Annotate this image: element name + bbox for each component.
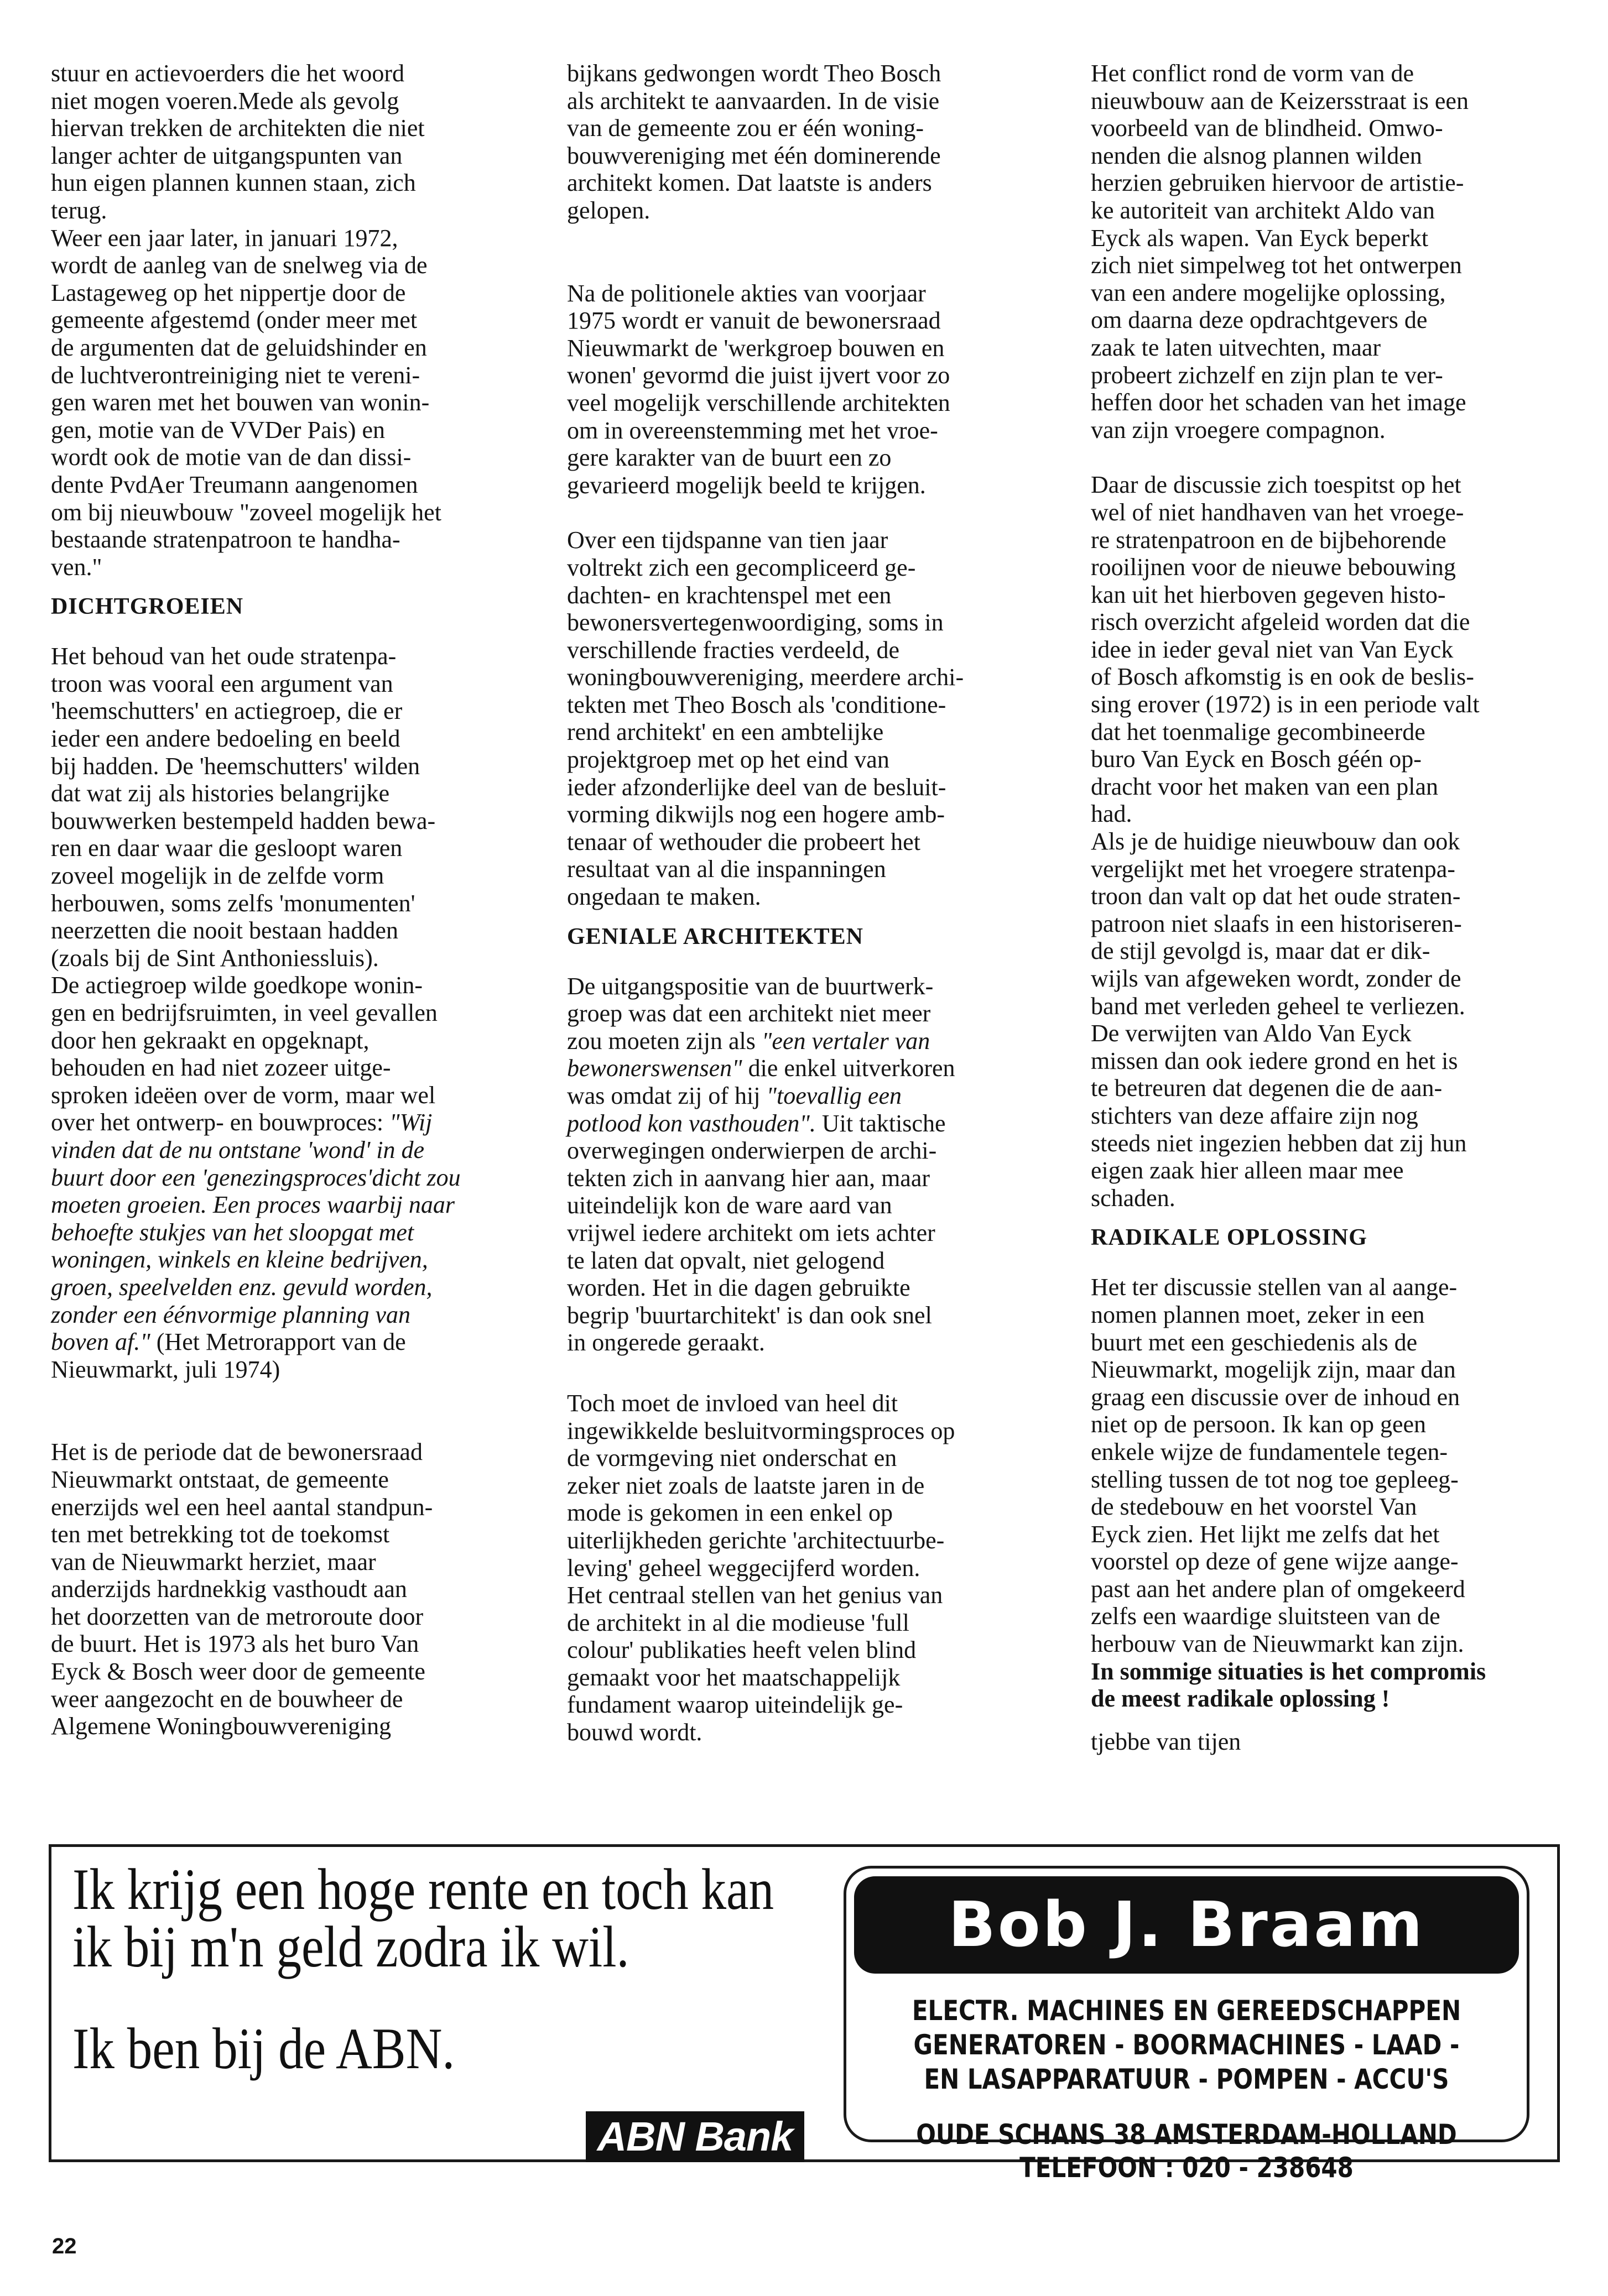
abn-headline-line-2: ik bij m'n geld zodra ik wil. [72, 1914, 629, 1979]
braam-products-line-2: GENERATOREN - BOORMACHINES - LAAD - [913, 2029, 1460, 2061]
braam-logo-bar [854, 1876, 1519, 1974]
braam-telephone: TELEFOON : 020 - 238648 [1019, 2152, 1354, 2184]
braam-advertisement [844, 1866, 1529, 2184]
advertisement-frame [49, 1844, 1560, 2184]
col1-quote-source: (Het Metrorapport van de Nieuwmarkt, juli 1974) [51, 1328, 406, 1383]
braam-products-line-3: EN LASAPPARATUUR - POMPEN - ACCU'S [924, 2063, 1449, 2095]
article-column-2 [567, 60, 1054, 1746]
col3-paragraph-3: Het ter discussie stellen van al aange- nomen plannen moet, zeker in een buurt met een geschiedenis als de Nieuwmarkt, mogelijk zijn, maar dan graag een discussie over de inhoud en niet op de persoon. Ik kan op geen enkele wijze de fundamentele tegen- stelling tussen de tot nog toe gepleeg- de stedebouw en het voorstel Van Eyck zien. Het lijkt me zelfs dat het voorstel op deze of gene wijze aange- past aan het andere plan of omgekeerd zelfs een waardige sluitsteen van de herbouw van de Nieuwmarkt kan zijn. [1091, 1274, 1465, 1658]
author-signature: tjebbe van tijen [1091, 1728, 1241, 1755]
abn-advertisement [51, 1847, 804, 2159]
col1-paragraph-2 [51, 643, 538, 1383]
page-number: 22 [52, 2234, 77, 2258]
col3-paragraph-1: Het conflict rond de vorm van de nieuwbouw aan de Keizersstraat is een voorbeeld van de blindheid. Omwo- nenden die alsnog plannen wilden herzien gebruiken hiervoor de artistie- ke autoriteit van architekt Aldo van Eyck als wapen. Van Eyck beperkt zich niet simpelweg tot het ontwerpen van een andere mogelijke oplossing, om daarna deze opdrachtgevers de zaak te laten uitvechten, maar probeert zichzelf en zijn plan te ver- heffen door het schaden van het image van zijn vroegere compagnon. [1091, 60, 1469, 443]
col2-quote-vertaler: "een vertaler van bewonerswensen" [567, 1027, 930, 1082]
braam-products-line-1: ELECTR. MACHINES EN GEREEDSCHAPPEN [912, 1995, 1461, 2027]
col3-conclusion: In sommige situaties is het compromis de meest radikale oplossing ! [1091, 1657, 1486, 1713]
col2-paragraph-2: Na de politionele akties van voorjaar 1975 wordt er vanuit de bewonersraad Nieuwmarkt de 'werkgroep bouwen en wonen' gevormd die juist ijvert voor zo veel mogelijk verschillende architekten om in overeenstemming met het vroe- gere karakter van de buurt een zo gevarieerd mogelijk beeld te krijgen. [567, 279, 950, 499]
col1-paragraph-2-text: Het behoud van het oude stratenpa- troon was vooral een argument van 'heemschutters' en actiegroep, die er ieder een andere bedoeling en beeld bij hadden. De 'heemschutters' wilden dat wat zij als histories belangrijke bouwwerken bestempeld hadden bewa- ren en daar waar die gesloopt waren zoveel mogelijk in de zelfde vorm herbouwen, soms zelfs 'monumenten' neerzetten die nooit bestaan hadden (zoals bij de Sint Anthoniessluis). De actiegroep wilde goedkope wonin- gen en bedrijfsruimten, in veel gevallen door hen gekraakt en opgeknapt, behouden en had niet zozeer uitge- sproken ideëen over de vorm, maar wel over het ontwerp- en bouwproces: [51, 643, 438, 1136]
article-column-1 [51, 60, 538, 1740]
col1-paragraph-1: stuur en actievoerders die het woord niet mogen voeren.Mede als gevolg hiervan trekken de architekten die niet langer achter de uitgangspunten van hun eigen plannen kunnen staan, zich terug. Weer een jaar later, in januari 1972, wordt de aanleg van de snelweg via de Lastageweg op het nippertje door de gemeente afgestemd (onder meer met de argumenten dat de geluidshinder en de luchtverontreiniging niet te vereni- gen waren met het bouwen van wonin- gen, motie van de VVDer Pais) en wordt ook de motie van de dan dissi- dente PvdAer Treumann aangenomen om bij nieuwbouw "zoveel mogelijk het bestaande stratenpatroon te handha- ven." [51, 60, 441, 581]
article-column-3 [1091, 60, 1578, 1755]
col2-paragraph-4 [567, 973, 1054, 1356]
col2-heading-geniale-architekten: GENIALE ARCHITEKTEN [567, 923, 863, 949]
abn-slogan: Ik ben bij de ABN. [72, 2016, 455, 2081]
abn-bank-logo: ABN Bank [586, 2111, 804, 2162]
col2-paragraph-1: bijkans gedwongen wordt Theo Bosch als architekt te aanvaarden. In de visie van de gemeente zou er één woning- bouwvereniging met één dominerende architekt komen. Dat laatste is anders gelopen. [567, 60, 941, 224]
col2-paragraph-4-c: Uit taktische overwegingen onderwierpen de archi- tekten zich in aanvang hier aan, maar uiteindelijk kon de ware aard van vrijwel iedere architekt om iets achter te laten dat opvalt, niet gelogend worden. Het in die dagen gebruikte begrip 'buurtarchitekt' is dan ook snel in ongerede geraakt. [567, 1109, 946, 1356]
col1-quote-metrorapport: "Wij vinden dat de nu ontstane 'wond' in de buurt door een 'genezingsproces'dicht zou moeten groeien. Een proces waarbij naar behoefte stukjes van het sloopgat met woningen, winkels en kleine bedrijven, groen, speelvelden enz. gevuld worden, zonder een éénvormige planning van boven af." [51, 1109, 461, 1356]
braam-address: OUDE SCHANS 38 AMSTERDAM-HOLLAND [916, 2118, 1457, 2151]
col1-paragraph-3: Het is de periode dat de bewonersraad Nieuwmarkt ontstaat, de gemeente enerzijds wel een heel aantal standpun- ten met betrekking tot de toekomst van de Nieuwmarkt herziet, maar anderzijds hardnekkig vasthoudt aan het doorzetten van de metroroute door de buurt. Het is 1973 als het buro Van Eyck & Bosch weer door de gemeente weer aangezocht en de bouwheer de Algemene Woningbouwvereniging [51, 1438, 433, 1740]
col3-heading-radikale-oplossing: RADIKALE OPLOSSING [1091, 1225, 1367, 1251]
col2-paragraph-5: Toch moet de invloed van heel dit ingewikkelde besluitvormingsproces op de vormgeving niet onderschat en zeker niet zoals de laatste jaren in de mode is gekomen in een enkel op uiterlijkheden gerichte 'architectuurbe- leving' geheel weggecijferd worden. Het centraal stellen van het genius van de architekt in al die modieuse 'full colour' publikaties heeft velen blind gemaakt voor het maatschappelijk fundament waarop uiteindelijk ge- bouwd wordt. [567, 1389, 955, 1746]
braam-company-name: Bob J. Braam [948, 1889, 1425, 1961]
col2-paragraph-4-a: De uitgangspositie van de buurtwerk- groep was dat een architekt niet meer zou moeten zijn als [567, 972, 934, 1055]
abn-headline-line-1: Ik krijg een hoge rente en toch kan [72, 1857, 774, 1922]
col3-paragraph-2: Daar de discussie zich toespitst op het wel of niet handhaven van het vroege- re stratenpatroon en de bijbehorende rooilijnen voor de nieuwe bebouwing kan uit het hierboven gegeven histo- risch overzicht afgeleid worden dat die idee in ieder geval niet van Van Eyck of Bosch afkomstig is en ook de beslis- sing erover (1972) is in een periode valt dat het toenmalige gecombineerde buro Van Eyck en Bosch géén op- dracht voor het maken van een plan had. Als je de huidige nieuwbouw dan ook vergelijkt met het vroegere stratenpa- troon dan valt op dat het oude straten- patroon niet slaafs in een historiseren- de stijl gevolgd is, maar dat er dik- wijls van afgeweken wordt, zonder de band met verleden geheel te verliezen. De verwijten van Aldo Van Eyck missen dan ook iedere grond en het is te betreuren dat degenen die de aan- stichters van deze affaire zijn nog steeds niet ingezien hebben dat zij hun eigen zaak hier alleen maar mee schaden. [1091, 471, 1480, 1212]
col1-heading-dichtgroeien: DICHTGROEIEN [51, 594, 244, 620]
col2-paragraph-3: Over een tijdspanne van tien jaar voltrekt zich een gecompliceerd ge- dachten- en krachtenspel met een bewonersvertegenwoordiging, soms in verschillende fracties verdeeld, de woningbouwvereniging, meerdere archi- tekten met Theo Bosch als 'conditione- rend architekt' en een ambtelijke projektgroep met op het eind van ieder afzonderlijke deel van de besluit- vorming dikwijls nog een hogere amb- tenaar of wethouder die probeert het resultaat van al die inspanningen ongedaan te maken. [567, 526, 964, 911]
col2-quote-potlood: "toevallig een potlood kon vasthouden". [567, 1082, 902, 1137]
col2-paragraph-4-b: die enkel uitverkoren was omdat zij of hij [567, 1055, 955, 1109]
